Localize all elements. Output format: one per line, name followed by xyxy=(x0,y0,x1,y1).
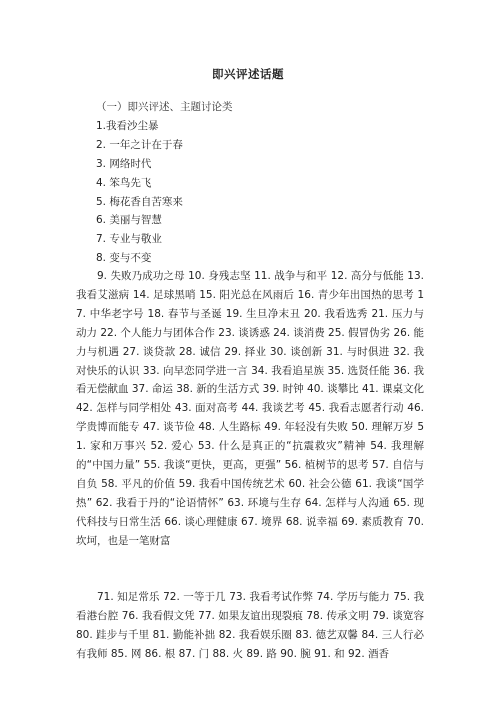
list-item: 3. 网络时代 xyxy=(96,157,152,170)
topic-paragraph-1: 9. 失败乃成功之母 10. 身残志坚 11. 战争与和平 12. 高分与低能 13. 我看艾滋病 14. 足球黑哨 15. 阳光总在风雨后 16. 青少年出国热的思考 17. 中华老字号 18. 春节与圣诞 19. 生旦净末丑 20. 我看选秀 21. 压力与动力 22. 个人能力与团体合作 23. 谈诱惑 24. 谈消费 25. 假冒伪劣 26. 能力与机遇 27. 谈贷款 28. 诚信 29. 择业 30. 谈创新 31. 与时俱进 32. 我对快乐的认识 33. 向早恋同学进一言 34. 我看追星族 35. 选贤任能 36. 我看无偿献血 37. 命运 38. 新的生活方式 39. 时钟 40. 谈攀比 41. 课桌文化 42. 怎样与同学相处 43. 面对高考 44. 我谈艺考 45. 我看志愿者行动 46. 学贵博而能专 47. 谈节俭 48. 人生路标 49. 年轻没有失败 50. 理解万岁 51. 家和万事兴 52. 爱心 53. 什么是真正的“抗震救灾”精神 54. 我理解的“中国力量” 55. 我谈“更快，更高，更强” 56. 植树节的思考 57. 自信与自负 58. 平凡的价值 59. 我看中国传统艺术 60. 社会公德 61. 我谈“国学热” 62. 我看于丹的“论语情怀” 63. 环境与生存 64. 怎样与人沟通 65. 现代科技与日常生活 66. 谈心理健康 67. 境界 68. 说幸福 69. 素质教育 70. 坎坷，也是一笔财富 xyxy=(76,270,424,547)
topic-paragraph-2: 71. 知足常乐 72. 一等于几 73. 我看考试作弊 74. 学历与能力 75. 我看港台腔 76. 我看假文凭 77. 如果友谊出现裂痕 78. 传承文明 79. 谈宽容 80. 跬步与千里 81. 勤能补拙 82. 我看娱乐圈 83. 德艺双馨 84. 三人行必有我师 85. 网 86. 根 87. 门 88. 火 89. 路 90. 腕 91. 和 92. 酒香 xyxy=(76,591,424,660)
list-item: 4. 笨鸟先飞 xyxy=(96,176,152,189)
list-item: 2. 一年之计在于春 xyxy=(96,138,183,151)
section-heading: （一）即兴评述、主题讨论类 xyxy=(96,101,233,113)
list-item: 8. 变与不变 xyxy=(96,252,152,265)
document-title: 即兴评述话题 xyxy=(212,67,284,81)
list-item: 6. 美丽与智慧 xyxy=(96,214,162,227)
list-item: 1.我看沙尘暴 xyxy=(96,120,159,132)
topic-list xyxy=(96,117,183,268)
list-item: 5. 梅花香自苦寒来 xyxy=(96,195,183,208)
list-item: 7. 专业与敬业 xyxy=(96,233,162,246)
